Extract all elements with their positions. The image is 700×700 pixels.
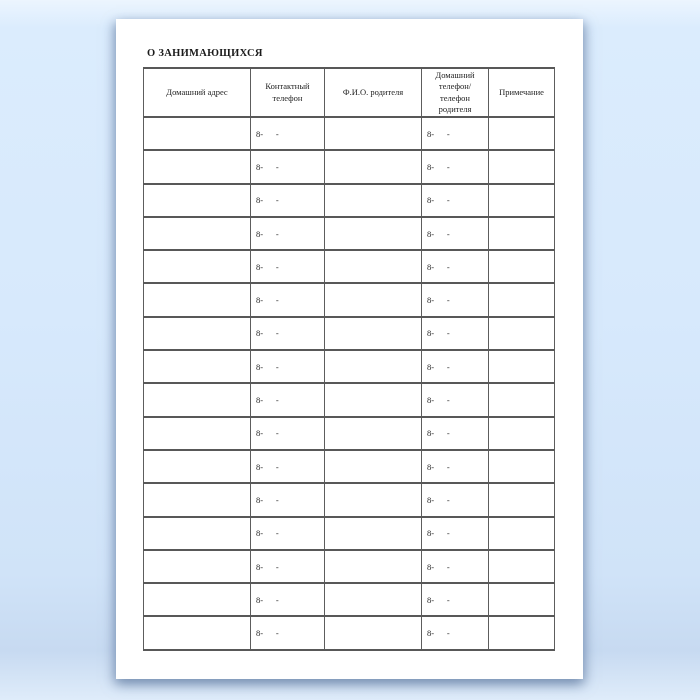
cell-parent-name [325, 150, 422, 183]
cell-home-parent-phone: 8- - [422, 616, 489, 649]
cell-note [489, 250, 555, 283]
cell-note [489, 417, 555, 450]
cell-parent-name [325, 517, 422, 550]
cell-home-address [144, 450, 251, 483]
table-row [144, 283, 555, 316]
cell-home-parent-phone: 8- - [422, 117, 489, 150]
cell-parent-name [325, 450, 422, 483]
cell-home-address [144, 184, 251, 217]
cell-home-address [144, 250, 251, 283]
cell-home-address [144, 350, 251, 383]
cell-note [489, 550, 555, 583]
header-row [144, 68, 555, 117]
cell-home-address [144, 583, 251, 616]
col-header-home-address: Домашний адрес [144, 68, 251, 117]
cell-parent-name [325, 184, 422, 217]
cell-home-parent-phone: 8- - [422, 517, 489, 550]
document-page [116, 19, 583, 679]
cell-parent-name [325, 583, 422, 616]
page-title: О ЗАНИМАЮЩИХСЯ [147, 48, 263, 59]
cell-contact-phone: 8- - [251, 317, 325, 350]
cell-note [489, 117, 555, 150]
cell-home-parent-phone: 8- - [422, 383, 489, 416]
cell-note [489, 583, 555, 616]
cell-home-parent-phone: 8- - [422, 583, 489, 616]
table-row [144, 350, 555, 383]
cell-contact-phone: 8- - [251, 383, 325, 416]
cell-note [489, 616, 555, 649]
table-row [144, 583, 555, 616]
cell-home-parent-phone: 8- - [422, 217, 489, 250]
table-row [144, 250, 555, 283]
cell-contact-phone: 8- - [251, 483, 325, 516]
cell-home-parent-phone: 8- - [422, 450, 489, 483]
cell-parent-name [325, 383, 422, 416]
cell-home-address [144, 517, 251, 550]
table-row [144, 150, 555, 183]
col-header-home-parent-phone: Домашний телефон/ телефон родителя [422, 68, 489, 117]
cell-note [489, 483, 555, 516]
cell-parent-name [325, 317, 422, 350]
table-body [144, 117, 555, 650]
cell-parent-name [325, 117, 422, 150]
cell-home-address [144, 417, 251, 450]
cell-contact-phone: 8- - [251, 150, 325, 183]
table-row [144, 117, 555, 150]
cell-home-address [144, 150, 251, 183]
table-row [144, 184, 555, 217]
table-row [144, 517, 555, 550]
col-header-note: Примечание [489, 68, 555, 117]
cell-home-parent-phone: 8- - [422, 283, 489, 316]
cell-parent-name [325, 250, 422, 283]
cell-contact-phone: 8- - [251, 583, 325, 616]
cell-contact-phone: 8- - [251, 117, 325, 150]
cell-home-address [144, 217, 251, 250]
cell-note [489, 350, 555, 383]
cell-home-parent-phone: 8- - [422, 350, 489, 383]
cell-contact-phone: 8- - [251, 350, 325, 383]
cell-note [489, 184, 555, 217]
cell-home-parent-phone: 8- - [422, 250, 489, 283]
cell-parent-name [325, 350, 422, 383]
table-row [144, 317, 555, 350]
cell-home-address [144, 283, 251, 316]
cell-home-address [144, 616, 251, 649]
table-row [144, 417, 555, 450]
cell-home-parent-phone: 8- - [422, 317, 489, 350]
cell-parent-name [325, 483, 422, 516]
cell-parent-name [325, 616, 422, 649]
col-header-contact-phone: Контактный телефон [251, 68, 325, 117]
cell-home-address [144, 317, 251, 350]
cell-home-address [144, 550, 251, 583]
table-row [144, 217, 555, 250]
cell-parent-name [325, 550, 422, 583]
cell-contact-phone: 8- - [251, 616, 325, 649]
cell-parent-name [325, 417, 422, 450]
cell-home-parent-phone: 8- - [422, 184, 489, 217]
cell-note [489, 217, 555, 250]
cell-home-parent-phone: 8- - [422, 150, 489, 183]
cell-parent-name [325, 217, 422, 250]
participants-table [143, 67, 555, 651]
cell-parent-name [325, 283, 422, 316]
cell-contact-phone: 8- - [251, 283, 325, 316]
cell-home-address [144, 383, 251, 416]
cell-contact-phone: 8- - [251, 550, 325, 583]
cell-contact-phone: 8- - [251, 217, 325, 250]
cell-home-parent-phone: 8- - [422, 550, 489, 583]
cell-contact-phone: 8- - [251, 184, 325, 217]
table-row [144, 616, 555, 649]
table-row [144, 450, 555, 483]
cell-contact-phone: 8- - [251, 417, 325, 450]
cell-note [489, 450, 555, 483]
cell-note [489, 383, 555, 416]
cell-contact-phone: 8- - [251, 517, 325, 550]
table-row [144, 550, 555, 583]
cell-note [489, 317, 555, 350]
cell-contact-phone: 8- - [251, 250, 325, 283]
col-header-parent-name: Ф.И.О. родителя [325, 68, 422, 117]
cell-note [489, 150, 555, 183]
cell-contact-phone: 8- - [251, 450, 325, 483]
cell-note [489, 517, 555, 550]
table-row [144, 483, 555, 516]
cell-home-address [144, 117, 251, 150]
table-row [144, 383, 555, 416]
cell-home-parent-phone: 8- - [422, 483, 489, 516]
cell-note [489, 283, 555, 316]
cell-home-parent-phone: 8- - [422, 417, 489, 450]
cell-home-address [144, 483, 251, 516]
